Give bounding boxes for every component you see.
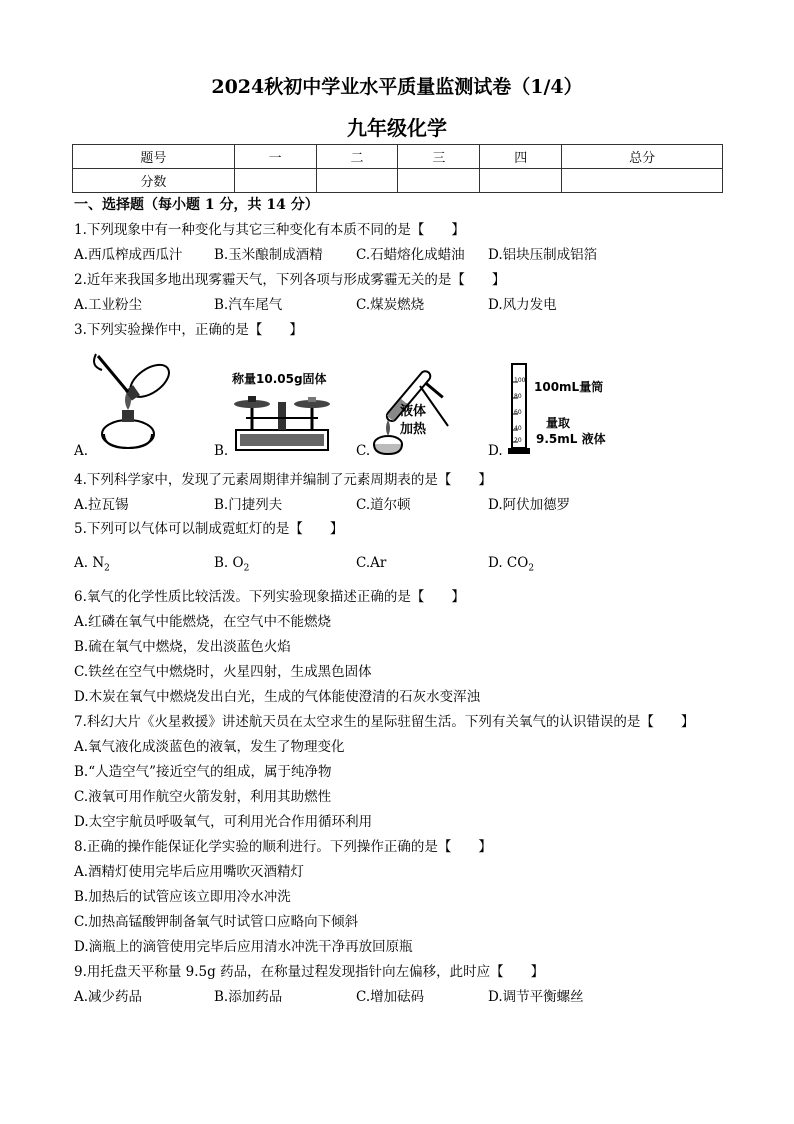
score-cell: 题号 xyxy=(73,145,235,169)
score-cell: 四 xyxy=(480,145,562,169)
option-b: B.门捷列夫 xyxy=(214,497,283,513)
question-stem: 4.下列科学家中，发现了元素周期律并编制了元素周期表的是【 】 xyxy=(74,472,492,488)
option-d: D.木炭在氧气中燃烧发出白光，生成的气体能使澄清的石灰水变浑浊 xyxy=(74,689,481,705)
figure-d-label-3: 9.5mL 液体 xyxy=(536,432,606,446)
option-d: D.风力发电 xyxy=(488,297,557,313)
option-a: A.减少药品 xyxy=(74,989,143,1005)
question-stem: 9.用托盘天平称量 9.5g 药品，在称量过程发现指针向左偏移，此时应【 】 xyxy=(74,964,545,980)
option-c: C.铁丝在空气中燃烧时，火星四射，生成黑色固体 xyxy=(74,664,372,680)
score-input-cell[interactable] xyxy=(562,169,723,193)
score-cell: 总分 xyxy=(562,145,723,169)
option-c: C.煤炭燃烧 xyxy=(356,297,425,313)
question-stem: 6.氧气的化学性质比较活泼。下列实验现象描述正确的是【 】 xyxy=(74,589,465,605)
option-d: D.滴瓶上的滴管使用完毕后应用清水冲洗干净再放回原瓶 xyxy=(74,939,413,955)
option-a: A.酒精灯使用完毕后应用嘴吹灭酒精灯 xyxy=(74,864,305,880)
cylinder-tick: 40 xyxy=(514,425,522,432)
option-a: A. xyxy=(74,443,89,459)
figure-b-label: 称量10.05g固体 xyxy=(232,372,327,386)
option-d: D.调节平衡螺丝 xyxy=(488,989,584,1005)
score-input-cell[interactable] xyxy=(398,169,480,193)
score-cell: 一 xyxy=(234,145,316,169)
option-c: C. xyxy=(356,443,371,459)
alcohol-lamp-lighting-figure xyxy=(88,352,180,454)
option-b: B.玉米酿制成酒精 xyxy=(214,247,323,263)
cylinder-tick: 60 xyxy=(514,409,522,416)
score-input-cell[interactable] xyxy=(234,169,316,193)
option-c: C.加热高锰酸钾制备氧气时试管口应略向下倾斜 xyxy=(74,914,359,930)
option-d: D. xyxy=(488,443,503,459)
figure-c-label-2: 加热 xyxy=(400,422,427,437)
figure-c-label-1: 液体 xyxy=(400,404,427,419)
option-c: C.液氧可用作航空火箭发射，利用其助燃性 xyxy=(74,789,332,805)
option-d: D.太空宇航员呼吸氧气，可利用光合作用循环利用 xyxy=(74,814,373,830)
question-stem: 8.正确的操作能保证化学实验的顺利进行。下列操作正确的是【 】 xyxy=(74,839,492,855)
option-d: D.铝块压制成铝箔 xyxy=(488,247,598,263)
score-input-cell[interactable] xyxy=(480,169,562,193)
option-b: B. $O_2$ xyxy=(214,555,250,574)
score-table-score-row xyxy=(73,169,723,193)
option-d: D. $CO_2$ xyxy=(488,555,535,574)
score-input-cell[interactable] xyxy=(316,169,398,193)
question-stem: 1.下列现象中有一种变化与其它三种变化有本质不同的是【 】 xyxy=(74,222,465,238)
option-c: C.增加砝码 xyxy=(356,989,425,1005)
option-a: A. $N_2$ xyxy=(74,555,110,574)
option-b: B.添加药品 xyxy=(214,989,283,1005)
cylinder-tick: 20 xyxy=(514,437,522,444)
option-c: C.道尔顿 xyxy=(356,497,411,513)
option-a: A.氧气液化成淡蓝色的液氧，发生了物理变化 xyxy=(74,739,345,755)
score-table xyxy=(72,144,723,193)
option-a: A.红磷在氧气中能燃烧，在空气中不能燃烧 xyxy=(74,614,332,630)
question-stem: 7.科幻大片《火星救援》讲述航天员在太空求生的星际驻留生活。下列有关氧气的认识错误的是【 】 xyxy=(74,714,695,730)
option-b: B.“人造空气”接近空气的组成，属于纯净物 xyxy=(74,764,332,780)
cylinder-tick: 100 xyxy=(514,377,526,384)
cylinder-tick: 80 xyxy=(514,393,522,400)
score-cell: 分数 xyxy=(73,169,235,193)
option-a: A.西瓜榨成西瓜汁 xyxy=(74,247,183,263)
option-b: B.加热后的试管应该立即用冷水冲洗 xyxy=(74,889,291,905)
section-heading: 一、选择题（每小题 1 分，共 14 分） xyxy=(74,197,319,213)
question-stem: 2.近年来我国多地出现雾霾天气，下列各项与形成雾霾无关的是【 】 xyxy=(74,272,506,288)
score-cell: 三 xyxy=(398,145,480,169)
page-subtitle: 九年级化学 xyxy=(347,116,447,140)
page-title: 2024秋初中学业水平质量监测试卷（1/4） xyxy=(211,76,583,98)
option-c: C.石蜡熔化成蜡油 xyxy=(356,247,465,263)
question-stem: 3.下列实验操作中，正确的是【 】 xyxy=(74,322,303,338)
option-a: A.工业粉尘 xyxy=(74,297,143,313)
option-b: B. xyxy=(214,443,229,459)
score-table-header-row xyxy=(73,145,723,169)
figure-d-label-1: 100mL量筒 xyxy=(534,380,604,394)
balance-figure xyxy=(226,388,338,454)
option-b: B.汽车尾气 xyxy=(214,297,283,313)
score-cell: 二 xyxy=(316,145,398,169)
option-c: C.Ar xyxy=(356,555,387,571)
option-d: D.阿伏加德罗 xyxy=(488,497,571,513)
option-b: B.硫在氧气中燃烧，发出淡蓝色火焰 xyxy=(74,639,291,655)
option-a: A.拉瓦锡 xyxy=(74,497,129,513)
figure-d-label-2: 量取 xyxy=(546,416,571,430)
question-stem: 5.下列可以气体可以制成霓虹灯的是【 】 xyxy=(74,521,344,537)
